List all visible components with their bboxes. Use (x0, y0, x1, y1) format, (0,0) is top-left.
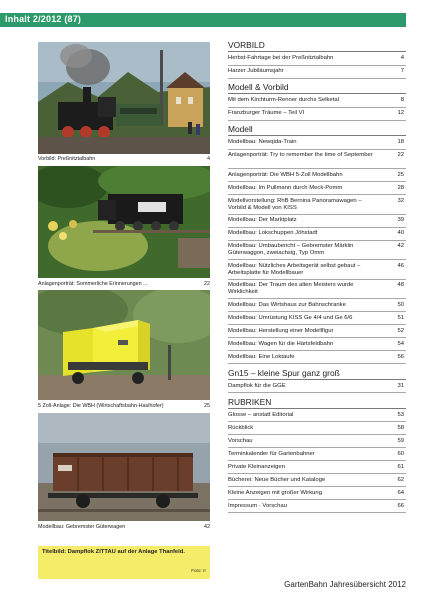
toc-entry-title: Bücherei: Neue Bücher und Kataloge (228, 476, 326, 483)
header-bar (0, 13, 406, 27)
entry-divider (228, 181, 406, 182)
toc-entry-page: 50 (397, 301, 404, 308)
toc-entry-page: 39 (397, 217, 404, 223)
photo-wbh (38, 290, 210, 400)
toc-entry-page: 53 (397, 411, 404, 418)
toc-entry-page: 42 (397, 243, 404, 249)
toc-entry-page: 12 (397, 110, 404, 116)
toc-entry-page: 58 (397, 424, 404, 431)
toc-entry-title: Franzburger Träume – Teil VI (228, 110, 305, 116)
entry-divider (228, 324, 406, 325)
photo-gueterwagen (38, 413, 210, 521)
toc-entry-title: Herbst-Fahrtage bei der Preßnitztalbahn (228, 55, 334, 61)
toc-entry-page: 32 (397, 197, 404, 204)
toc-entry-page: 48 (397, 282, 404, 288)
entry-divider (228, 499, 406, 500)
toc-entry-title: Modellbau: Umrüstung KISS Ge 4/4 und Ge 6/6 (228, 314, 353, 321)
toc-entry-page: 25 (397, 171, 404, 178)
entry-divider (228, 227, 406, 228)
toc-entry-page: 31 (397, 382, 404, 389)
section-heading: Modell & Vorbild (228, 82, 289, 92)
toc-entry-title: Modellbau: Im Pullmann durch Meck-Pomm (228, 184, 343, 191)
toc-entry-title: Dampflok für die GGE (228, 382, 286, 389)
entry-divider (228, 337, 406, 338)
toc-entry-title: Modellvorstellung: RhB Bernina Panoramawagen – Vorbild & Modell von KISS (228, 197, 362, 211)
toc-entry-title: Vorschau (228, 437, 253, 444)
toc-entry-title: Modellbau: Lokschuppen Jöhstadt (228, 230, 318, 236)
section-heading: RUBRIKEN (228, 396, 272, 407)
entry-divider (228, 363, 406, 364)
entry-divider (228, 259, 406, 260)
section-heading: Modell (228, 124, 253, 134)
toc-entry-title: Rückblick (228, 424, 254, 431)
toc-entry-page: 46 (397, 262, 404, 269)
entry-divider (228, 168, 406, 169)
issue-title: Inhalt 2/2012 (87) (5, 14, 82, 24)
toc-entry-title: Modellbau: Umbaubericht – Gebremster Märklin Güterwaggon, zweiachsig, Typ Omm (228, 243, 354, 256)
toc-entry-page: 56 (397, 353, 404, 360)
toc-entry-page: 7 (400, 68, 404, 74)
entry-divider (228, 460, 406, 461)
toc-entry-page: 59 (397, 437, 404, 444)
entry-divider (228, 194, 406, 195)
entry-divider (228, 392, 406, 393)
entry-divider (228, 214, 406, 215)
section-divider (228, 408, 406, 409)
toc-entry-title: Harzer Jubiläumsjahr (228, 68, 284, 74)
toc-entry-title: Modellbau: Das Wirtshaus zur Bahnschranke (228, 301, 346, 308)
entry-divider (228, 311, 406, 312)
toc-entry-title: Modellbau: Eine Loktaufe (228, 353, 295, 360)
entry-divider (228, 421, 406, 422)
toc-entry-page: 54 (397, 340, 404, 347)
toc-entry-page: 8 (400, 97, 404, 103)
entry-divider (228, 512, 406, 513)
toc-entry-page: 40 (397, 230, 404, 236)
entry-divider (228, 78, 406, 79)
photo-pressnitztalbahn (38, 42, 210, 154)
entry-divider (228, 298, 406, 299)
toc-entry-title: Anlagenporträt: Try to remember the time of September (228, 152, 373, 158)
entry-divider (228, 240, 406, 241)
toc-entry-page: 62 (397, 476, 404, 483)
toc-entry-page: 51 (397, 314, 404, 321)
section-divider (228, 51, 406, 52)
section-divider (228, 135, 406, 136)
entry-divider (228, 486, 406, 487)
footer-title: GartenBahn Jahresübersicht 2012 (284, 580, 406, 589)
toc-entry-title: Modellbau: Newqida-Train (228, 139, 297, 145)
entry-divider (228, 434, 406, 435)
toc-entry-page: 4 (400, 55, 404, 61)
toc-entry-page: 66 (397, 502, 404, 509)
section-heading: VORBILD (228, 40, 265, 50)
toc-entry-page: 60 (397, 450, 404, 457)
entry-divider (228, 107, 406, 108)
section-heading: Gn15 – kleine Spur ganz groß (228, 367, 340, 378)
toc-entry-title: Modellbau: Nützliches Arbeitsgerät selbst gebaut – Arbeitsplatte für Modellbauer (228, 262, 361, 276)
toc-entry-title: Modellbau: Herstellung einer Modellfigur (228, 327, 334, 334)
entry-divider (228, 149, 406, 150)
entry-divider (228, 279, 406, 280)
section-divider (228, 379, 406, 380)
toc-entry-title: Mit dem Kirchturm-Renner durchs Selketal (228, 97, 339, 103)
photo-anlagenportraet (38, 166, 210, 278)
toc-entry-page: 64 (397, 489, 404, 496)
toc-entry-page: 18 (397, 139, 404, 145)
toc-entry-title: Impressum · Vorschau (228, 502, 287, 509)
toc-entry-title: Modellbau: Der Traum des alten Meisters wurde Wirklichkeit (228, 282, 354, 295)
entry-divider (228, 65, 406, 66)
toc-entry-page: 22 (397, 152, 404, 158)
toc-entry-title: Kleine Anzeigen mit großer Wirkung (228, 489, 322, 496)
toc-entry-title: Modellbau: Der Marktplatz (228, 217, 297, 223)
toc-entry-page: 61 (397, 463, 404, 470)
entry-divider (228, 447, 406, 448)
toc-entry-title: Glosse – anstatt Editorial (228, 411, 294, 418)
toc-entry-title: Modellbau: Wagen für die Härtsfeldbahn (228, 340, 334, 347)
entry-divider (228, 473, 406, 474)
toc-entry-title: Private Kleinanzeigen (228, 463, 285, 470)
cover-photo-note: Titelbild: Dampflok ZITTAU auf der Anlage Thanfeld. Foto: rr (38, 546, 210, 579)
entry-divider (228, 120, 406, 121)
section-divider (228, 93, 406, 94)
toc-entry-title: Terminkalender für Gartenbahner (228, 450, 315, 457)
entry-divider (228, 350, 406, 351)
toc-entry-title: Anlagenporträt: Die WBH 5-Zoll Modellbahn (228, 171, 343, 178)
toc-entry-page: 28 (397, 184, 404, 191)
toc-entry-page: 52 (397, 327, 404, 334)
